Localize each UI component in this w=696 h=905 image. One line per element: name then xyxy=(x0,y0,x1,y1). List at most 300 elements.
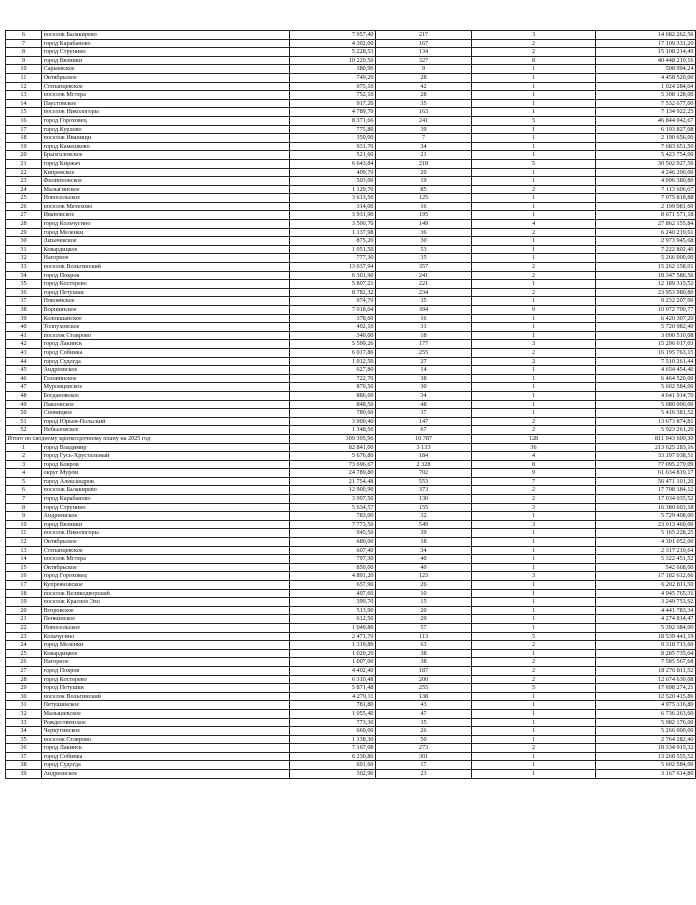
residents-cell: 10 xyxy=(376,589,472,598)
table-row xyxy=(6,443,696,452)
area-cell: 680,00 xyxy=(290,538,376,547)
count-cell: 9 xyxy=(472,306,596,315)
count-cell: 1 xyxy=(472,177,596,186)
area-cell: 5 871,48 xyxy=(290,684,376,693)
table-row xyxy=(6,237,696,246)
table-row xyxy=(6,477,696,486)
area-cell: 1 348,50 xyxy=(290,426,376,435)
row-number: 9 xyxy=(6,56,42,65)
count-cell: 1 xyxy=(472,297,596,306)
count-cell: 1 xyxy=(472,623,596,632)
residents-cell: 134 xyxy=(376,48,472,57)
table-row xyxy=(6,220,696,229)
table-row xyxy=(6,563,696,572)
municipality-name: поселок Балакирево xyxy=(42,486,290,495)
cost-cell: 30 502 927,50 xyxy=(596,159,696,168)
count-cell: 1 xyxy=(472,202,596,211)
count-cell: 1 xyxy=(472,598,596,607)
total-label: Итого по сводному краткосрочному плану на 2025 год xyxy=(6,434,290,443)
residents-cell: 43 xyxy=(376,701,472,710)
table-row xyxy=(6,151,696,160)
row-number: 8 xyxy=(6,503,42,512)
table-row xyxy=(6,589,696,598)
residents-cell: 35 xyxy=(376,99,472,108)
table-row xyxy=(6,684,696,693)
municipality-name: Купреяновское xyxy=(42,581,290,590)
residents-cell: 702 xyxy=(376,469,472,478)
area-cell: 607,40 xyxy=(290,546,376,555)
row-number: 11 xyxy=(6,73,42,82)
row-number: 19 xyxy=(6,142,42,151)
table-row xyxy=(6,185,696,194)
row-number: 32 xyxy=(6,709,42,718)
residents-cell: 130 xyxy=(376,495,472,504)
municipality-name: Андреевское xyxy=(42,512,290,521)
row-number: 1 xyxy=(6,443,42,452)
table-row xyxy=(6,288,696,297)
residents-cell: 217 xyxy=(376,31,472,40)
municipality-name: Андреевское xyxy=(42,770,290,779)
area-cell: 797,30 xyxy=(290,555,376,564)
table-row xyxy=(6,383,696,392)
area-cell: 886,60 xyxy=(290,391,376,400)
municipality-name: Воршинское xyxy=(42,306,290,315)
cost-cell: 7 222 802,40 xyxy=(596,245,696,254)
cost-cell: 4 458 520,00 xyxy=(596,73,696,82)
cost-cell: 2 317 210,64 xyxy=(596,546,696,555)
municipality-name: Кипревское xyxy=(42,168,290,177)
municipality-name: Степанцевское xyxy=(42,546,290,555)
count-cell: 1 xyxy=(472,91,596,100)
row-number: 20 xyxy=(6,151,42,160)
area-cell: 521,60 xyxy=(290,151,376,160)
cost-cell: 6 240 219,61 xyxy=(596,228,696,237)
row-number: 17 xyxy=(6,581,42,590)
cost-cell: 17 109 331,20 xyxy=(596,39,696,48)
residents-cell: 138 xyxy=(376,692,472,701)
residents-cell: 113 xyxy=(376,632,472,641)
cost-cell: 3 090 510,08 xyxy=(596,331,696,340)
area-cell: 783,00 xyxy=(290,512,376,521)
table-row xyxy=(6,228,696,237)
table-row xyxy=(6,770,696,779)
cost-cell: 77 095 279,09 xyxy=(596,460,696,469)
count-cell: 2 xyxy=(472,357,596,366)
area-cell: 503,00 xyxy=(290,177,376,186)
cost-cell: 12 189 315,52 xyxy=(596,280,696,289)
residents-cell: 18 xyxy=(376,331,472,340)
cost-cell: 4 641 914,70 xyxy=(596,391,696,400)
municipality-name: город Судогда xyxy=(42,761,290,770)
municipality-name: поселок Ставрово xyxy=(42,735,290,744)
count-cell: 3 xyxy=(472,520,596,529)
row-number: 35 xyxy=(6,280,42,289)
plan-table-body xyxy=(6,31,696,779)
cost-cell: 13 268 555,52 xyxy=(596,752,696,761)
table-row xyxy=(6,348,696,357)
count-cell: 1 xyxy=(472,589,596,598)
count-cell: 2 xyxy=(472,675,596,684)
table-row xyxy=(6,641,696,650)
residents-cell: 38 xyxy=(376,649,472,658)
municipality-name: Сновицкое xyxy=(42,409,290,418)
count-cell: 5 xyxy=(472,116,596,125)
cost-cell: 7 075 818,88 xyxy=(596,194,696,203)
residents-cell: 85 xyxy=(376,185,472,194)
municipality-name: город Петушки xyxy=(42,288,290,297)
count-cell: 1 xyxy=(472,718,596,727)
residents-cell: 167 xyxy=(376,39,472,48)
row-number: 4 xyxy=(6,469,42,478)
municipality-name: округ Муром xyxy=(42,469,290,478)
table-row xyxy=(6,297,696,306)
area-cell: 7 957,40 xyxy=(290,31,376,40)
municipality-name: Сарыевское xyxy=(42,65,290,74)
area-cell: 6 017,86 xyxy=(290,348,376,357)
table-row xyxy=(6,263,696,272)
residents-cell: 7 xyxy=(376,134,472,143)
table-row xyxy=(6,65,696,74)
residents-cell: 35 xyxy=(376,254,472,263)
municipality-name: город Юрьев-Польский xyxy=(42,417,290,426)
cost-cell: 5 165 228,25 xyxy=(596,529,696,538)
residents-cell: 30 xyxy=(376,237,472,246)
table-row xyxy=(6,752,696,761)
municipality-name: поселок Великодворский xyxy=(42,589,290,598)
cost-cell: 12 674 630,08 xyxy=(596,675,696,684)
municipality-name: Черкутинское xyxy=(42,727,290,736)
table-row xyxy=(6,323,696,332)
count-cell: 1 xyxy=(472,606,596,615)
count-cell: 1 xyxy=(472,134,596,143)
count-cell: 2 xyxy=(472,185,596,194)
municipality-name: город Киржач xyxy=(42,159,290,168)
row-number: 52 xyxy=(6,426,42,435)
municipality-name: Малышевское xyxy=(42,709,290,718)
count-cell: 2 xyxy=(472,228,596,237)
row-number: 26 xyxy=(6,658,42,667)
cost-cell: 23 013 460,00 xyxy=(596,520,696,529)
count-cell: 7 xyxy=(472,477,596,486)
count-cell: 2 xyxy=(472,48,596,57)
municipality-name: Брызгаловское xyxy=(42,151,290,160)
cost-cell: 8 285 735,04 xyxy=(596,649,696,658)
plan-table xyxy=(5,30,696,779)
row-number: 44 xyxy=(6,357,42,366)
residents-cell: 549 xyxy=(376,520,472,529)
row-number: 14 xyxy=(6,99,42,108)
cost-cell: 4 246 200,00 xyxy=(596,168,696,177)
cost-cell: 2 973 945,68 xyxy=(596,237,696,246)
row-number: 3 xyxy=(6,460,42,469)
count-cell: 1 xyxy=(472,194,596,203)
cost-cell: 4 975 316,80 xyxy=(596,701,696,710)
municipality-name: Октябрьское xyxy=(42,73,290,82)
residents-cell: 241 xyxy=(376,271,472,280)
table-row xyxy=(6,529,696,538)
table-row xyxy=(6,486,696,495)
cost-cell: 7 532 677,00 xyxy=(596,99,696,108)
cost-cell: 8 671 571,18 xyxy=(596,211,696,220)
row-number: 25 xyxy=(6,194,42,203)
area-cell: 340,00 xyxy=(290,331,376,340)
count-cell: 1 xyxy=(472,331,596,340)
cost-cell: 46 844 042,67 xyxy=(596,116,696,125)
municipality-name: город Лакинск xyxy=(42,340,290,349)
area-cell: 8 371,66 xyxy=(290,116,376,125)
area-cell: 752,10 xyxy=(290,91,376,100)
count-cell: 8 xyxy=(472,56,596,65)
area-cell: 6 643,84 xyxy=(290,159,376,168)
table-row xyxy=(6,572,696,581)
residents-cell: 18 xyxy=(376,538,472,547)
residents-cell: 26 xyxy=(376,581,472,590)
table-row xyxy=(6,56,696,65)
cost-cell: 1 024 284,04 xyxy=(596,82,696,91)
municipality-name: Петушинское xyxy=(42,701,290,710)
municipality-name: город Костерево xyxy=(42,280,290,289)
area-cell: 399,70 xyxy=(290,598,376,607)
residents-cell: 53 xyxy=(376,245,472,254)
area-cell: 6 301,90 xyxy=(290,271,376,280)
cost-cell: 4 301 052,00 xyxy=(596,538,696,547)
municipality-name: город Покров xyxy=(42,666,290,675)
row-number: 51 xyxy=(6,417,42,426)
area-cell: 1 049,80 xyxy=(290,623,376,632)
count-cell: 2 xyxy=(472,495,596,504)
residents-cell: 241 xyxy=(376,116,472,125)
cost-cell: 18 334 915,32 xyxy=(596,744,696,753)
row-number: 25 xyxy=(6,649,42,658)
table-row xyxy=(6,495,696,504)
residents-cell: 327 xyxy=(376,56,472,65)
table-row xyxy=(6,202,696,211)
cost-cell: 18 276 811,52 xyxy=(596,666,696,675)
residents-cell: 15 xyxy=(376,598,472,607)
row-number: 12 xyxy=(6,538,42,547)
municipality-name: Нагорное xyxy=(42,254,290,263)
row-number: 13 xyxy=(6,91,42,100)
municipality-name: поселок Вольгинский xyxy=(42,263,290,272)
residents-cell: 255 xyxy=(376,348,472,357)
row-number: 36 xyxy=(6,744,42,753)
table-row xyxy=(6,125,696,134)
municipality-name: Октябрьское xyxy=(42,563,290,572)
area-cell: 975,10 xyxy=(290,82,376,91)
count-cell: 1 xyxy=(472,581,596,590)
cost-cell: 4 441 783,34 xyxy=(596,606,696,615)
row-number: 5 xyxy=(6,477,42,486)
cost-cell: 56 471 101,20 xyxy=(596,477,696,486)
area-cell: 780,60 xyxy=(290,409,376,418)
residents-cell: 38 xyxy=(376,374,472,383)
area-cell: 350,00 xyxy=(290,134,376,143)
municipality-name: город Струнино xyxy=(42,48,290,57)
table-row xyxy=(6,391,696,400)
row-number: 24 xyxy=(6,185,42,194)
count-cell: 2 xyxy=(472,288,596,297)
area-cell: 5 897,21 xyxy=(290,280,376,289)
cost-cell: 213 625 283,16 xyxy=(596,443,696,452)
count-cell: 3 xyxy=(472,572,596,581)
residents-cell: 28 xyxy=(376,73,472,82)
area-cell: 1 051,50 xyxy=(290,245,376,254)
count-cell: 2 xyxy=(472,641,596,650)
table-row xyxy=(6,735,696,744)
table-row xyxy=(6,417,696,426)
cost-cell: 14 682 262,56 xyxy=(596,31,696,40)
table-row xyxy=(6,340,696,349)
residents-cell: 40 xyxy=(376,563,472,572)
area-cell: 3 997,50 xyxy=(290,495,376,504)
municipality-name: Нагорное xyxy=(42,658,290,667)
table-row xyxy=(6,314,696,323)
count-cell: 2 xyxy=(472,666,596,675)
municipality-name: Андреевское xyxy=(42,366,290,375)
table-row xyxy=(6,73,696,82)
row-number: 39 xyxy=(6,314,42,323)
cost-cell: 4 996 380,80 xyxy=(596,177,696,186)
residents-cell: 9 xyxy=(376,65,472,74)
table-row xyxy=(6,538,696,547)
residents-cell: 218 xyxy=(376,159,472,168)
area-cell: 691,60 xyxy=(290,761,376,770)
residents-cell: 29 xyxy=(376,615,472,624)
municipality-name: город Меленки xyxy=(42,641,290,650)
municipality-name: Новосельское xyxy=(42,194,290,203)
area-cell: 7 167,08 xyxy=(290,744,376,753)
table-row xyxy=(6,116,696,125)
count-cell: 1 xyxy=(472,701,596,710)
cost-cell: 15 108 214,49 xyxy=(596,48,696,57)
row-number: 24 xyxy=(6,641,42,650)
cost-cell: 3 167 614,80 xyxy=(596,770,696,779)
area-cell: 378,60 xyxy=(290,314,376,323)
row-number: 27 xyxy=(6,211,42,220)
cost-cell: 5 266 000,00 xyxy=(596,254,696,263)
count-cell: 9 xyxy=(472,469,596,478)
count-cell: 1 xyxy=(472,99,596,108)
count-cell: 1 xyxy=(472,649,596,658)
row-number: 10 xyxy=(6,65,42,74)
residents-cell: 57 xyxy=(376,623,472,632)
row-number: 22 xyxy=(6,168,42,177)
row-number: 6 xyxy=(6,486,42,495)
municipality-name: Лихачевское xyxy=(42,237,290,246)
residents-cell: 27 xyxy=(376,357,472,366)
residents-cell: 16 xyxy=(376,202,472,211)
table-row xyxy=(6,512,696,521)
area-cell: 309 395,96 xyxy=(290,434,376,443)
count-cell: 1 xyxy=(472,366,596,375)
municipality-name: город Костерево xyxy=(42,675,290,684)
count-cell: 1 xyxy=(472,168,596,177)
cost-cell: 5 308 128,00 xyxy=(596,91,696,100)
row-number: 7 xyxy=(6,39,42,48)
count-cell: 1 xyxy=(472,73,596,82)
area-cell: 848,50 xyxy=(290,400,376,409)
residents-cell: 32 xyxy=(376,512,472,521)
table-row xyxy=(6,623,696,632)
municipality-name: город Вязники xyxy=(42,56,290,65)
area-cell: 82 841,00 xyxy=(290,443,376,452)
residents-cell: 147 xyxy=(376,417,472,426)
row-number: 2 xyxy=(6,452,42,461)
residents-cell: 48 xyxy=(376,400,472,409)
area-cell: 660,00 xyxy=(290,727,376,736)
area-cell: 3 931,90 xyxy=(290,211,376,220)
cost-cell: 17 034 035,52 xyxy=(596,495,696,504)
row-number: 31 xyxy=(6,245,42,254)
residents-cell: 34 xyxy=(376,142,472,151)
residents-cell: 67 xyxy=(376,426,472,435)
residents-cell: 394 xyxy=(376,306,472,315)
table-row xyxy=(6,177,696,186)
cost-cell: 3 249 753,92 xyxy=(596,598,696,607)
row-number: 50 xyxy=(6,409,42,418)
row-number: 18 xyxy=(6,134,42,143)
municipality-name: город Петушки xyxy=(42,684,290,693)
municipality-name: поселок Балакирево xyxy=(42,31,290,40)
table-row xyxy=(6,632,696,641)
residents-cell: 16 xyxy=(376,314,472,323)
row-number: 47 xyxy=(6,383,42,392)
municipality-name: город Гусь-Хрустальный xyxy=(42,452,290,461)
area-cell: 4 891,20 xyxy=(290,572,376,581)
cost-cell: 7 113 606,07 xyxy=(596,185,696,194)
residents-cell: 123 xyxy=(376,572,472,581)
municipality-name: город Карабаново xyxy=(42,495,290,504)
count-cell: 8 xyxy=(472,460,596,469)
count-cell: 3 xyxy=(472,503,596,512)
table-row xyxy=(6,503,696,512)
area-cell: 13 037,94 xyxy=(290,263,376,272)
row-number: 21 xyxy=(6,615,42,624)
cost-cell: 16 195 763,15 xyxy=(596,348,696,357)
cost-cell: 9 232 207,00 xyxy=(596,297,696,306)
row-number: 38 xyxy=(6,761,42,770)
row-number: 27 xyxy=(6,666,42,675)
row-number: 13 xyxy=(6,546,42,555)
municipality-name: Кольчугино xyxy=(42,632,290,641)
cost-cell: 5 416 381,52 xyxy=(596,409,696,418)
table-row xyxy=(6,280,696,289)
row-number: 34 xyxy=(6,727,42,736)
residents-cell: 221 xyxy=(376,280,472,289)
residents-cell: 200 xyxy=(376,675,472,684)
municipality-name: город Собинка xyxy=(42,752,290,761)
area-cell: 627,80 xyxy=(290,366,376,375)
area-cell: 302,90 xyxy=(290,770,376,779)
table-row xyxy=(6,99,696,108)
area-cell: 781,80 xyxy=(290,701,376,710)
row-number: 34 xyxy=(6,271,42,280)
municipality-name: Ковардицкое xyxy=(42,649,290,658)
table-row xyxy=(6,194,696,203)
municipality-name: Рождественское xyxy=(42,718,290,727)
area-cell: 513,90 xyxy=(290,606,376,615)
row-number: 11 xyxy=(6,529,42,538)
cost-cell: 5 423 754,00 xyxy=(596,151,696,160)
row-number: 30 xyxy=(6,237,42,246)
cost-cell: 17 708 184,12 xyxy=(596,486,696,495)
residents-cell: 255 xyxy=(376,684,472,693)
residents-cell: 50 xyxy=(376,735,472,744)
residents-cell: 19 xyxy=(376,177,472,186)
municipality-name: Степанцевское xyxy=(42,82,290,91)
municipality-name: поселок Красное Эхо xyxy=(42,598,290,607)
municipality-name: Второвское xyxy=(42,606,290,615)
